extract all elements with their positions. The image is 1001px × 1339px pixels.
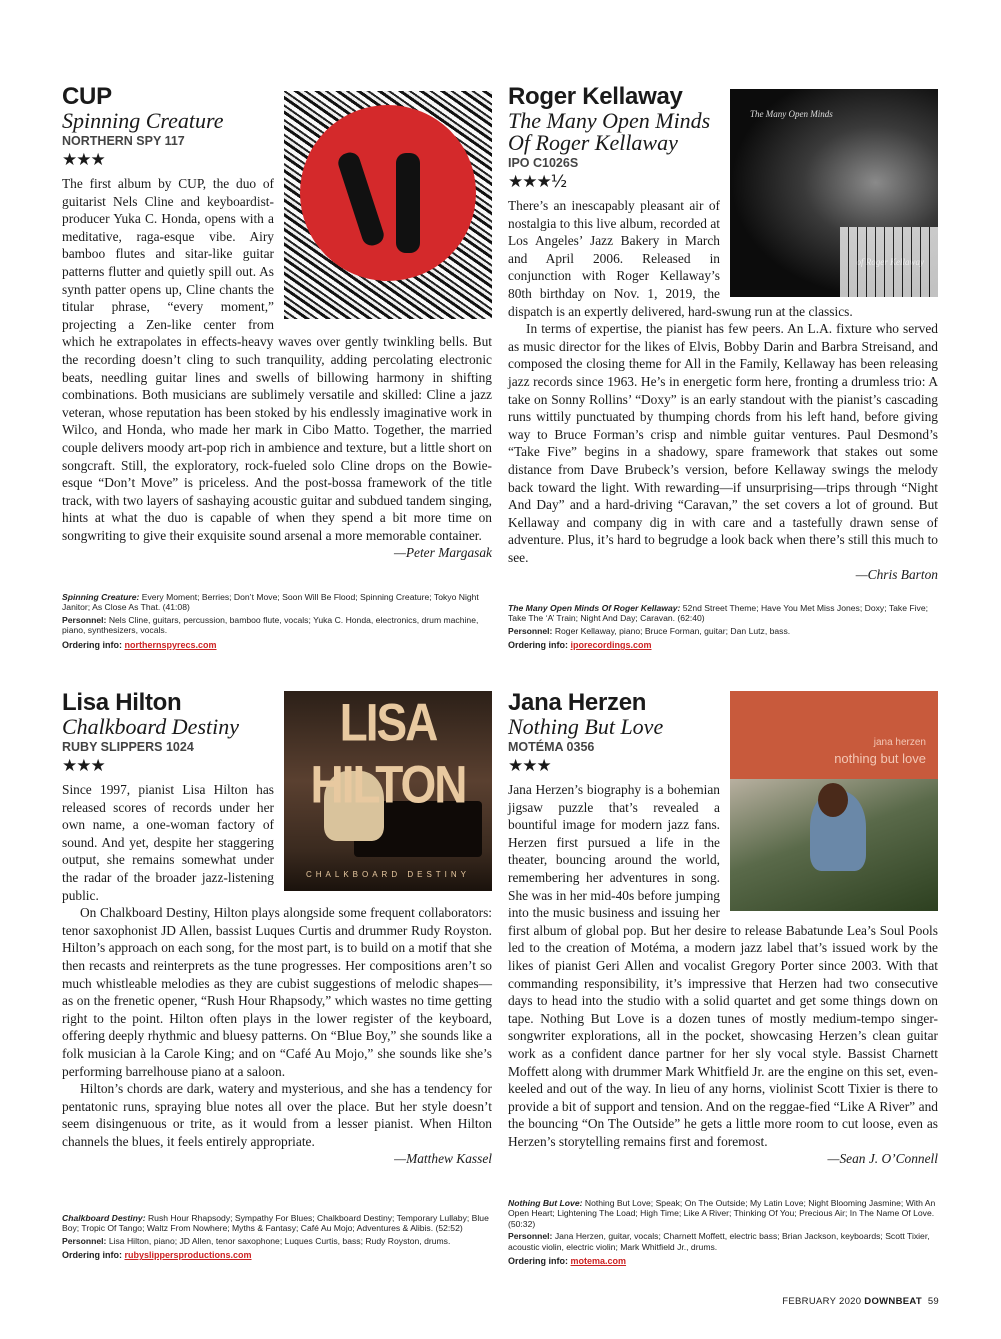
cover-text: The Many Open Minds — [750, 109, 833, 119]
record-label: NORTHERN SPY 117 — [62, 134, 185, 148]
artist-name: Roger Kellaway — [508, 83, 683, 110]
issue-date: FEBRUARY 2020 — [782, 1296, 862, 1307]
album-title: Chalkboard Destiny — [62, 714, 239, 739]
personnel-label: Personnel: — [508, 1231, 553, 1242]
page-footer — [782, 1296, 939, 1307]
ordering-label: Ordering info: — [508, 640, 568, 651]
tracklist-title: The Many Open Minds Of Roger Kellaway: — [508, 603, 681, 613]
credits-herzen — [508, 1198, 938, 1268]
star-rating: ★★★ — [508, 756, 551, 776]
reviewer-byline: —Matthew Kassel — [394, 1151, 492, 1167]
cover-subtitle: CHALKBOARD DESTINY — [305, 870, 471, 879]
personnel-list: Roger Kellaway, piano; Bruce Forman, guitar; Dan Lutz, bass. — [554, 625, 791, 636]
ordering-link[interactable]: rubyslippersproductions.com — [124, 1250, 252, 1261]
ordering-label: Ordering info: — [62, 1250, 122, 1261]
album-cover-image — [284, 691, 492, 891]
review-paragraph: In terms of expertise, the pianist has few peers. An L.A. fixture who served as music director for the likes of Elvis, Bobby Darin and Barbra Streisand, and composed the closing theme for All in the Family, Kellaway has been releasing jazz records since 1963. He’s in energetic form here, fronting a drumless trio: A take on Sonny Rollins’ “Doxy” is an early standout with the pianist’s cascading runs wittily punctuated by thumping chords from his left hand, before giving way to Bruce Forman’s crisp and nimble guitar ventures. Paul Desmond’s “Take Five” begins in a shadowy, spare framework that stakes out some distance from Dave Brubeck’s version, before Kellaway swings the melody back toward the light. With rewarding—if unsurprising—trips through “Night And Day” and a hard-driving “Caravan,” the set covers a lot of ground. But Kellaway and company dig in with care and a tastefully drawn sense of adventure. Plus, it’s hard to begrudge a look back when there’s still this much to see. — [508, 321, 938, 565]
review-cup — [62, 84, 492, 562]
cover-text: jana herzen — [873, 737, 926, 748]
album-title: Nothing But Love — [508, 714, 664, 739]
reviewer-byline: —Peter Margasak — [393, 545, 492, 561]
artist-name: Jana Herzen — [508, 689, 647, 716]
album-title: The Many Open Minds Of Roger Kellaway — [508, 108, 711, 155]
page-number: 59 — [927, 1296, 939, 1307]
magazine-name: DOWNBEAT — [864, 1296, 922, 1307]
ordering-label: Ordering info: — [508, 1256, 568, 1267]
review-paragraph: Hilton’s chords are dark, watery and mysterious, and she has a tendency for pentatonic runs, spraying blue notes all over the place. But her style doesn’t seem disingenuous or trite, as it would from a lesser pianist. When Hilton channels the blues, it feels entirely appropriate. — [62, 1081, 492, 1149]
personnel-label: Personnel: — [508, 625, 553, 636]
album-cover-image — [730, 89, 938, 297]
review-paragraph: The first album by CUP, the duo of guitarist Nels Cline and keyboardist-producer Yuka C. Honda, opens with a meditative, raga-esque vibe. Airy bamboo flutes and sitar-like guitar patterns flutter and quietly spill out. As synth patter opens up, Cline chants the titular phrase, “every moment,” projecting a Zen-like center from which he extrapolates in effects-heavy waves over gently twinkling bells. But the recording doesn’t cling to such tranquility, adding percolating electronic beats, needling guitar lines and swells of billowing harmony in shifting combinations. Both musicians are sublimely versatile and skilled: Cline a jazz veteran, whose reputation has been stoked by his endlessly imaginative work in Wilco, and Honda, who made her mark in Cibo Matto. Together, the married couple delivers moody art-pop rich in ambience and texture, but a little short on songcraft. Still, the exploratory, rock-fueled solo Cline drops on the Bowie-esque “Don’t Move” is priceless. And the post-bossa framework of the title track, with two layers of sashaying acoustic guitar and subdued tandem singing, hints at what the duo is capable of when they spend a bit more time on songwriting to give their exquisite sound arsenal a more memorable container. — [62, 176, 492, 543]
tracklist: Rush Hour Rhapsody; Sympathy For Blues; Chalkboard Destiny; Temporary Lullaby; Blue Boy; Tropic Of Tango; Waltz From Nowhere; Myths & Fantasy; Café Au Mojo; Adventures & Alibis. (52:52) — [62, 1213, 489, 1234]
tracklist-title: Chalkboard Destiny: — [62, 1213, 146, 1223]
personnel-list: Lisa Hilton, piano; JD Allen, tenor saxophone; Luques Curtis, bass; Rudy Royston, drums. — [108, 1235, 451, 1246]
personnel-list: Nels Cline, guitars, percussion, bamboo flute, vocals; Yuka C. Honda, electronics, drum machine, piano, synthesizers, vocals. — [62, 614, 479, 636]
tracklist: Nothing But Love; Speak; On The Outside; My Latin Love; Night Blooming Jasmine; With An Open Heart; Lightening The Load; High Time; Like A River; Thinking Of You; Precious Air; In The Name Of Love. (50:32) — [508, 1198, 936, 1229]
artist-name: Lisa Hilton — [62, 689, 182, 716]
star-rating: ★★★½ — [508, 172, 567, 192]
star-rating: ★★★ — [62, 150, 105, 170]
review-hilton — [62, 690, 492, 1168]
reviewer-byline: —Chris Barton — [855, 567, 938, 583]
tracklist-title: Spinning Creature: — [62, 592, 140, 602]
credits-kellaway — [508, 603, 938, 653]
reviewer-byline: —Sean J. O’Connell — [827, 1151, 938, 1167]
credits-cup — [62, 592, 492, 652]
review-paragraph: Since 1997, pianist Lisa Hilton has released scores of records under her own name, a one-woman factory of sound. And yet, despite her staggering output, she remains somewhat under the radar of the broader jazz-listening public. — [62, 782, 274, 903]
record-label: IPO C1026S — [508, 156, 579, 170]
artist-name: CUP — [62, 83, 112, 110]
review-paragraph: Jana Herzen’s biography is a bohemian jigsaw puzzle that’s revealed a bountiful image for modern jazz fans. Herzen first pursued a life in the theater, bouncing around the world, remembering her adventures in song. She was in her mid-40s before jumping into the music business and issuing her first album of global pop. But her desire to release Babatunde Lea’s Soul Pools led to the creation of Motéma, a modern jazz label that’s issued work by the likes of pianist Geri Allen and vocalist Gregory Porter since 2003. With that commanding responsibility, it’s impressive that Herzen had two consecutive days to head into the studio with a solid quartet and get some things down on tape. Nothing But Love is a dozen tunes of mostly medium-tempo singer-songwriter explorations, all in the pocket, showcasing Herzen’s clean guitar work as a confident dance partner for her sly vocal style. Bassist Charnett Moffett along with drummer Mark Whitfield Jr. are the engine on this set, even-keeled and out of the way. In lieu of any horns, violinist Scott Tixier is there to provide a bit of support and tension. And on the reggae-fied “Like A River” and the bouncing “On The Outside” he gets a little more room to cut loose, even as Herzen’s storytelling remains first and foremost. — [508, 782, 938, 1149]
credits-hilton — [62, 1213, 492, 1263]
ordering-link[interactable]: motema.com — [570, 1256, 627, 1267]
review-herzen — [508, 690, 938, 1168]
album-cover-image — [730, 691, 938, 911]
tracklist: 52nd Street Theme; Have You Met Miss Jones; Doxy; Take Five; Take The ‘A’ Train; Night And Day; Caravan. (62:40) — [508, 603, 928, 624]
cover-title: LISA HILTON — [310, 692, 466, 814]
ordering-link[interactable]: iporecordings.com — [570, 640, 652, 651]
tracklist-title: Nothing But Love: — [508, 1198, 583, 1208]
personnel-list: Jana Herzen, guitar, vocals; Charnett Moffett, electric bass; Brian Jackson, keyboards; Scott Tixier, acoustic violin, electric violin; Mark Whitfield Jr., drums. — [508, 1231, 930, 1252]
tracklist: Every Moment; Berries; Don’t Move; Soon Will Be Flood; Spinning Creature; Tokyo Night Janitor; As Close As That. (41:08) — [62, 592, 479, 613]
album-cover-image — [284, 91, 492, 319]
record-label: MOTÉMA 0356 — [508, 740, 595, 754]
ordering-link[interactable]: northernspyrecs.com — [124, 639, 217, 650]
review-paragraph: On Chalkboard Destiny, Hilton plays alongside some frequent collaborators: tenor saxophonist JD Allen, bassist Luques Curtis and drummer Rudy Royston. Hilton’s approach on each song, for the most part, is to build on a motif that she then recasts and reinterprets as the tune progresses. Her compositions aren’t so much whistleable melodies as they are cubist suggestions of melodic shapes—as on the frenetic opener, “Rush Hour Rhapsody,” which wastes no time getting right to the point. Hilton often plays in the lower register of the keyboard, offering deeply rhythmic and bluesy patterns. On “Blue Boy,” she sounds like a folk musician à la Carole King; and on “Café Au Mojo,” she sounds like she’s performing barrelhouse piano at a saloon. — [62, 905, 492, 1079]
album-title: Spinning Creature — [62, 108, 224, 133]
review-paragraph: There’s an inescapably pleasant air of nostalgia to this live album, recorded at Los Angeles’ Jazz Bakery in March and April 2006. Released in conjunction with Roger Kellaway’s 80th birthday on Nov. 1, 2019, the dispatch is an expertly delivered, hard-swung run at the classics. — [508, 198, 853, 319]
personnel-label: Personnel: — [62, 1235, 107, 1246]
review-kellaway — [508, 84, 938, 584]
personnel-label: Personnel: — [62, 614, 107, 625]
record-label: RUBY SLIPPERS 1024 — [62, 740, 194, 754]
ordering-label: Ordering info: — [62, 639, 122, 650]
star-rating: ★★★ — [62, 756, 105, 776]
cover-text: nothing but love — [834, 751, 926, 766]
